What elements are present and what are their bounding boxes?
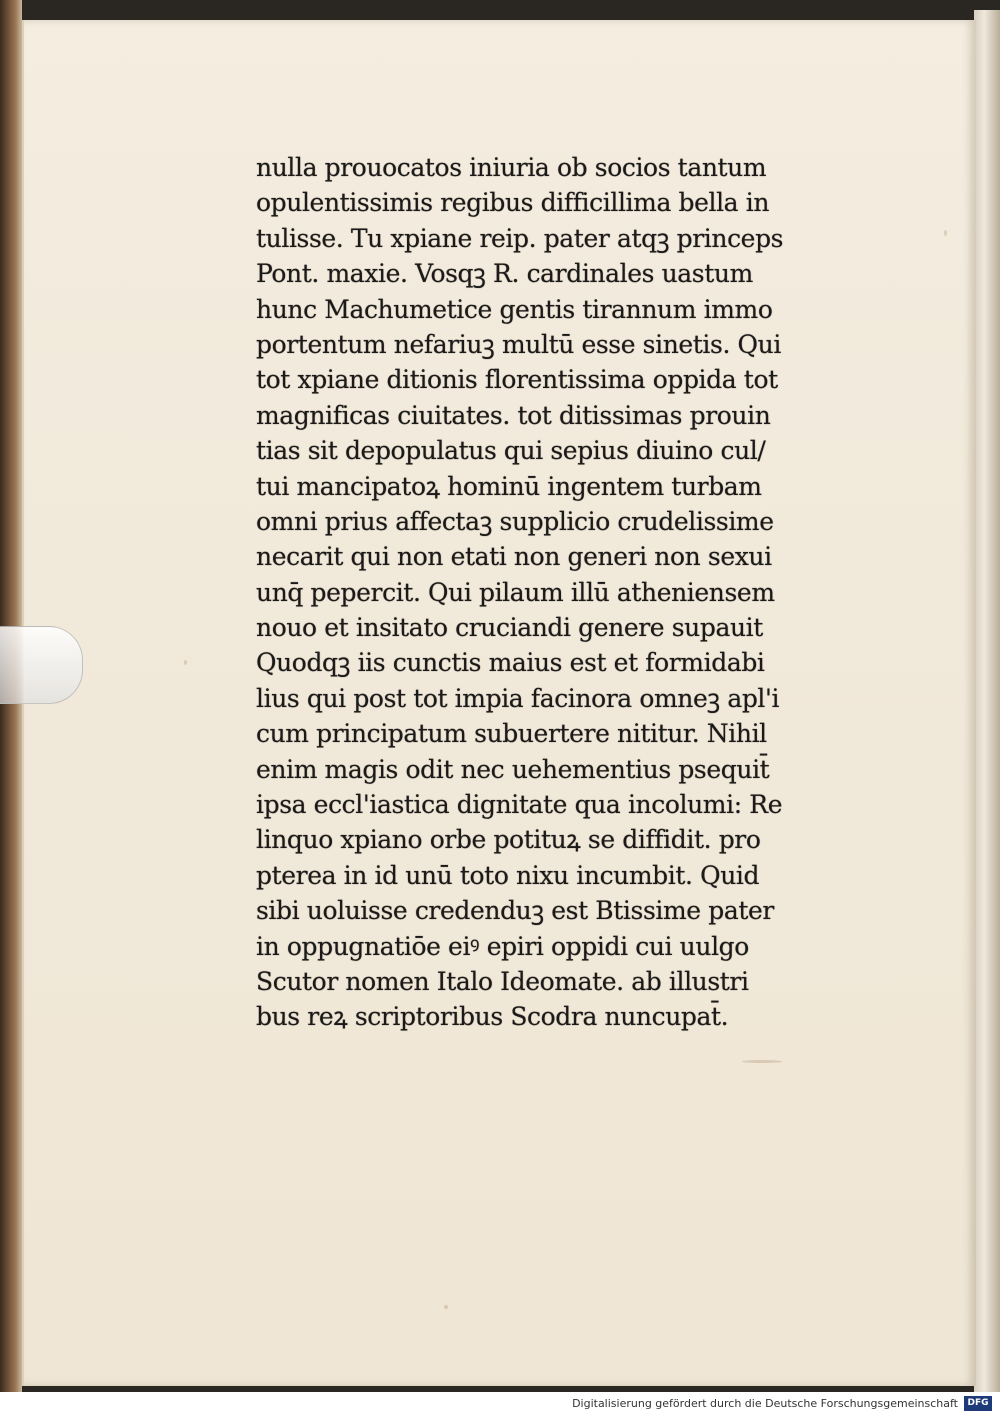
text-line: nulla prouocatos iniuria ob socios tantum — [256, 153, 767, 182]
text-line: nouo et insitato cruciandi genere supauit — [256, 613, 763, 643]
paper-stain — [184, 660, 187, 665]
text-line: ipsa eccl'iastica dignitate qua incolumi: Re — [256, 790, 783, 820]
text-line: opulentissimis regibus difficillima bella in — [256, 188, 770, 218]
footer-bar — [0, 1392, 1000, 1416]
funding-credit: Digitalisierung gefördert durch die Deutsche Forschungsgemeinschaft — [572, 1397, 958, 1410]
text-line: pterea in id unū toto nixu incumbit. Quid — [256, 860, 760, 890]
text-line: Pont. maxie. Vosqꝫ R. cardinales uastum — [256, 259, 753, 289]
text-line: portentum nefariuꝫ multū esse sinetis. Qui — [256, 329, 781, 359]
text-line: linquo xpiano orbe potituꝝ se diffidit. pro — [256, 825, 761, 855]
page-clip — [0, 626, 83, 704]
text-line: magnificas ciuitates. tot ditissimas prouin — [256, 400, 771, 430]
text-line: bus reꝝ scriptoribus Scodra nuncupat̄. — [256, 1002, 729, 1032]
text-line: lius qui post tot impia facinora omneꝫ apl'i — [256, 683, 780, 713]
text-line: omni prius affectaꝫ supplicio crudelissime — [256, 506, 774, 536]
text-line: enim magis odit nec uehementius psequit̄ — [256, 754, 770, 784]
text-line: Quodqꝫ iis cunctis maius est et formidabi — [256, 648, 765, 678]
text-line: tui mancipatoꝝ hominū ingentem turbam — [256, 471, 762, 501]
paper-stain — [444, 1305, 448, 1309]
text-line: necarit qui non etati non generi non sexui — [256, 542, 772, 572]
text-line: cum principatum subuertere nititur. Nihil — [256, 719, 767, 749]
text-line: hunc Machumetice gentis tirannum immo — [256, 294, 773, 324]
paper-stain — [944, 230, 947, 236]
text-line: unq̄ pepercit. Qui pilaum illū atheniensem — [256, 577, 775, 607]
text-line: tias sit depopulatus qui sepius diuino cul/ — [256, 436, 766, 466]
text-line: tulisse. Tu xpiane reip. pater atqꝫ princeps — [256, 223, 784, 253]
printed-text-block — [256, 150, 816, 1035]
dfg-logo: DFG — [964, 1396, 992, 1411]
text-line: in oppugnatiōe eiꝰ epiri oppidi cui uulgo — [256, 931, 749, 961]
text-line: sibi uoluisse credenduꝫ est Btissime pater — [256, 896, 774, 926]
text-line: tot xpiane ditionis florentissima oppida tot — [256, 365, 778, 395]
next-leaf-edge — [974, 10, 1000, 1392]
paper-stain — [742, 1060, 782, 1063]
text-line: Scutor nomen Italo Ideomate. ab illustri — [256, 966, 749, 996]
